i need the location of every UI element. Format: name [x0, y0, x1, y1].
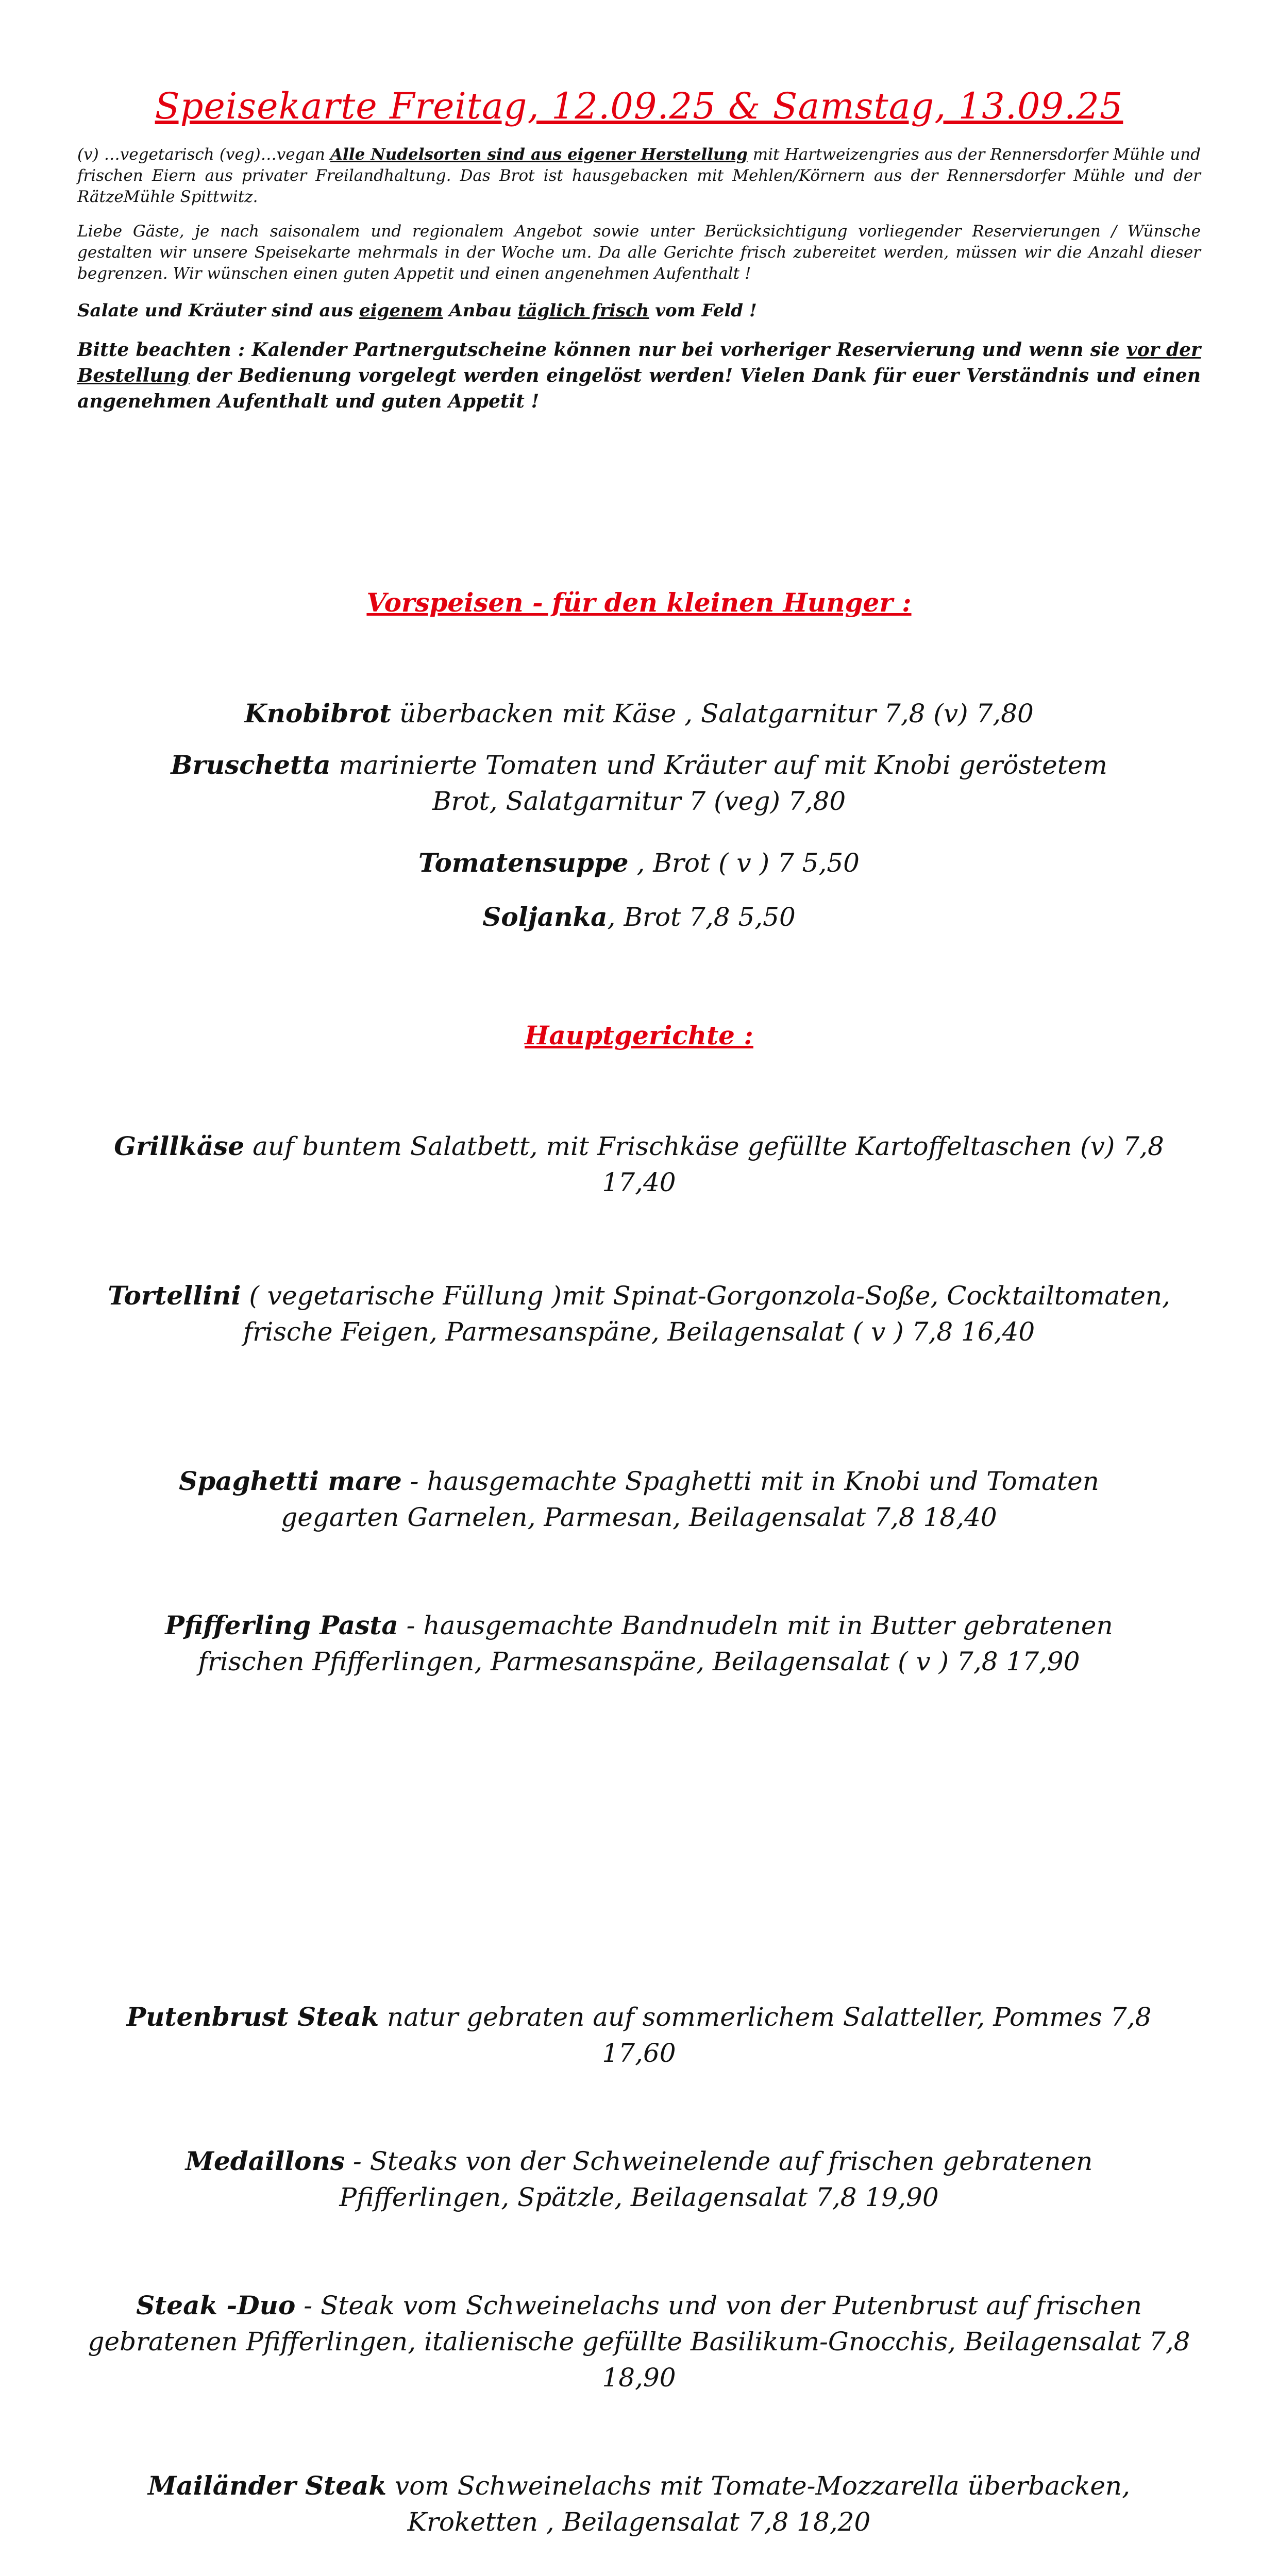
dish-tortellini [77, 1278, 1201, 1350]
note-a: Bitte beachten : Kalender Partnergutscheine können nur bei vorheriger Reservierung und wenn sie [77, 339, 1126, 361]
salad-c: vom Feld ! [649, 300, 757, 321]
dish-name: Pfifferling Pasta [165, 1610, 398, 1640]
legend-paragraph [77, 144, 1201, 208]
dish-name: Steak -Duo [136, 2290, 296, 2320]
dish-name: Mailänder Steak [147, 2470, 387, 2501]
dish-mailaender-steak [77, 2468, 1201, 2540]
dish-desc: - hausgemachte Bandnudeln mit in Butter gebratenen frischen Pfifferlingen, Parmesanspäne, Beilagensalat ( v ) 7,8 17,90 [198, 1611, 1113, 1676]
legend-rest: mit Hartweizengries aus der Rennersdorfer Mühle und frischen Eiern aus privater Freilandhaltung. Das Brot ist hausgebacken mit Mehlen/Körnern aus der Rennersdorfer Mühle und der RätzeMühle Spittwitz. [77, 145, 1201, 206]
mains-heading: Hauptgerichte : [525, 1020, 753, 1050]
dish-desc: marinierte Tomaten und Kräuter auf mit Knobi geröstetem Brot, Salatgarnitur 7 (veg) 7,80 [330, 750, 1107, 816]
dish-name: Knobibrot [244, 698, 392, 728]
dish-name: Tortellini [108, 1280, 241, 1311]
dish-desc: - Steak vom Schweinelachs und von der Putenbrust auf frischen gebratenen Pfifferlingen, italienische gefüllte Basilikum-Gnocchis, Beilagensalat 7,8 18,90 [88, 2291, 1190, 2393]
dish-tomatensuppe [77, 845, 1201, 881]
guests-paragraph: Liebe Gäste, je nach saisonalem und regionalem Angebot sowie unter Berücksichtigung vorliegender Reservierungen / Wünsche gestalten wir unsere Speisekarte mehrmals in der Woche um. Da alle Gerichte frisch zubereitet werden, müssen wir die Anzahl dieser begrenzen. Wir wünschen einen guten Appetit und einen angenehmen Aufenthalt ! [77, 222, 1201, 283]
page-title: Speisekarte Freitag, 12.09.25 & Samstag, 13.09.25 [155, 85, 1123, 127]
dish-name: Soljanka [482, 902, 608, 932]
salad-a: Salate und Kräuter sind aus [77, 300, 360, 321]
dish-desc: - Steaks von der Schweinelende auf frischen gebratenen Pfifferlingen, Spätzle, Beilagensalat 7,8 19,90 [339, 2146, 1093, 2212]
dish-desc: überbacken mit Käse , Salatgarnitur 7,8 (v) 7,80 [391, 699, 1034, 728]
dish-desc: , Brot 7,8 5,50 [607, 902, 796, 932]
dish-name: Tomatensuppe [418, 848, 629, 878]
intro-block [77, 144, 1201, 428]
dish-pfifferling-pasta [77, 1607, 1201, 1680]
dish-desc: vom Schweinelachs mit Tomate-Mozzarella überbacken, Kroketten , Beilagensalat 7,8 18,20 [386, 2471, 1131, 2537]
dish-name: Putenbrust Steak [126, 2002, 379, 2032]
salad-note [77, 298, 1201, 324]
dish-desc: natur gebraten auf sommerlichem Salatteller, Pommes 7,8 17,60 [379, 2002, 1152, 2068]
voucher-note [77, 337, 1201, 414]
dish-desc: ( vegetarische Füllung )mit Spinat-Gorgonzola-Soße, Cocktailtomaten, frische Feigen, Parmesanspäne, Beilagensalat ( v ) 7,8 16,40 [241, 1281, 1170, 1347]
dish-spaghetti-mare [77, 1463, 1201, 1535]
dish-knobibrot [77, 696, 1201, 732]
dish-name: Spaghetti mare [179, 1466, 402, 1496]
dish-name: Medaillons [185, 2146, 345, 2176]
dish-steak-duo [77, 2287, 1201, 2396]
salad-b: Anbau [443, 300, 518, 321]
dish-medaillons [77, 2143, 1201, 2215]
dish-putenbrust-steak [77, 1999, 1201, 2071]
note-b: der Bedienung vorgelegt werden eingelöst werden! Vielen Dank für euer Verständnis und einen angenehmen Aufenthalt und guten Appetit ! [77, 365, 1201, 412]
dish-desc: - hausgemachte Spaghetti mit in Knobi und Tomaten gegarten Garnelen, Parmesan, Beilagensalat 7,8 18,40 [281, 1466, 1099, 1532]
dish-name: Grillkäse [114, 1131, 245, 1161]
dish-bruschetta [77, 747, 1201, 819]
dish-name: Bruschetta [171, 750, 331, 780]
dish-desc: auf buntem Salatbett, mit Frischkäse gefüllte Kartoffeltaschen (v) 7,8 17,40 [244, 1131, 1164, 1197]
salad-u2: täglich frisch [517, 300, 649, 321]
dish-desc: , Brot ( v ) 7 5,50 [628, 848, 860, 878]
dish-soljanka [77, 899, 1201, 935]
starters-heading: Vorspeisen - für den kleinen Hunger : [366, 587, 912, 618]
legend-text: (v) …vegetarisch (veg)…vegan [77, 145, 330, 164]
dish-grillkaese [77, 1128, 1201, 1200]
salad-u1: eigenem [359, 300, 443, 321]
legend-bold: Alle Nudelsorten sind aus eigener Herstellung [330, 145, 748, 164]
note-u: vor der Bestellung [77, 339, 1201, 386]
